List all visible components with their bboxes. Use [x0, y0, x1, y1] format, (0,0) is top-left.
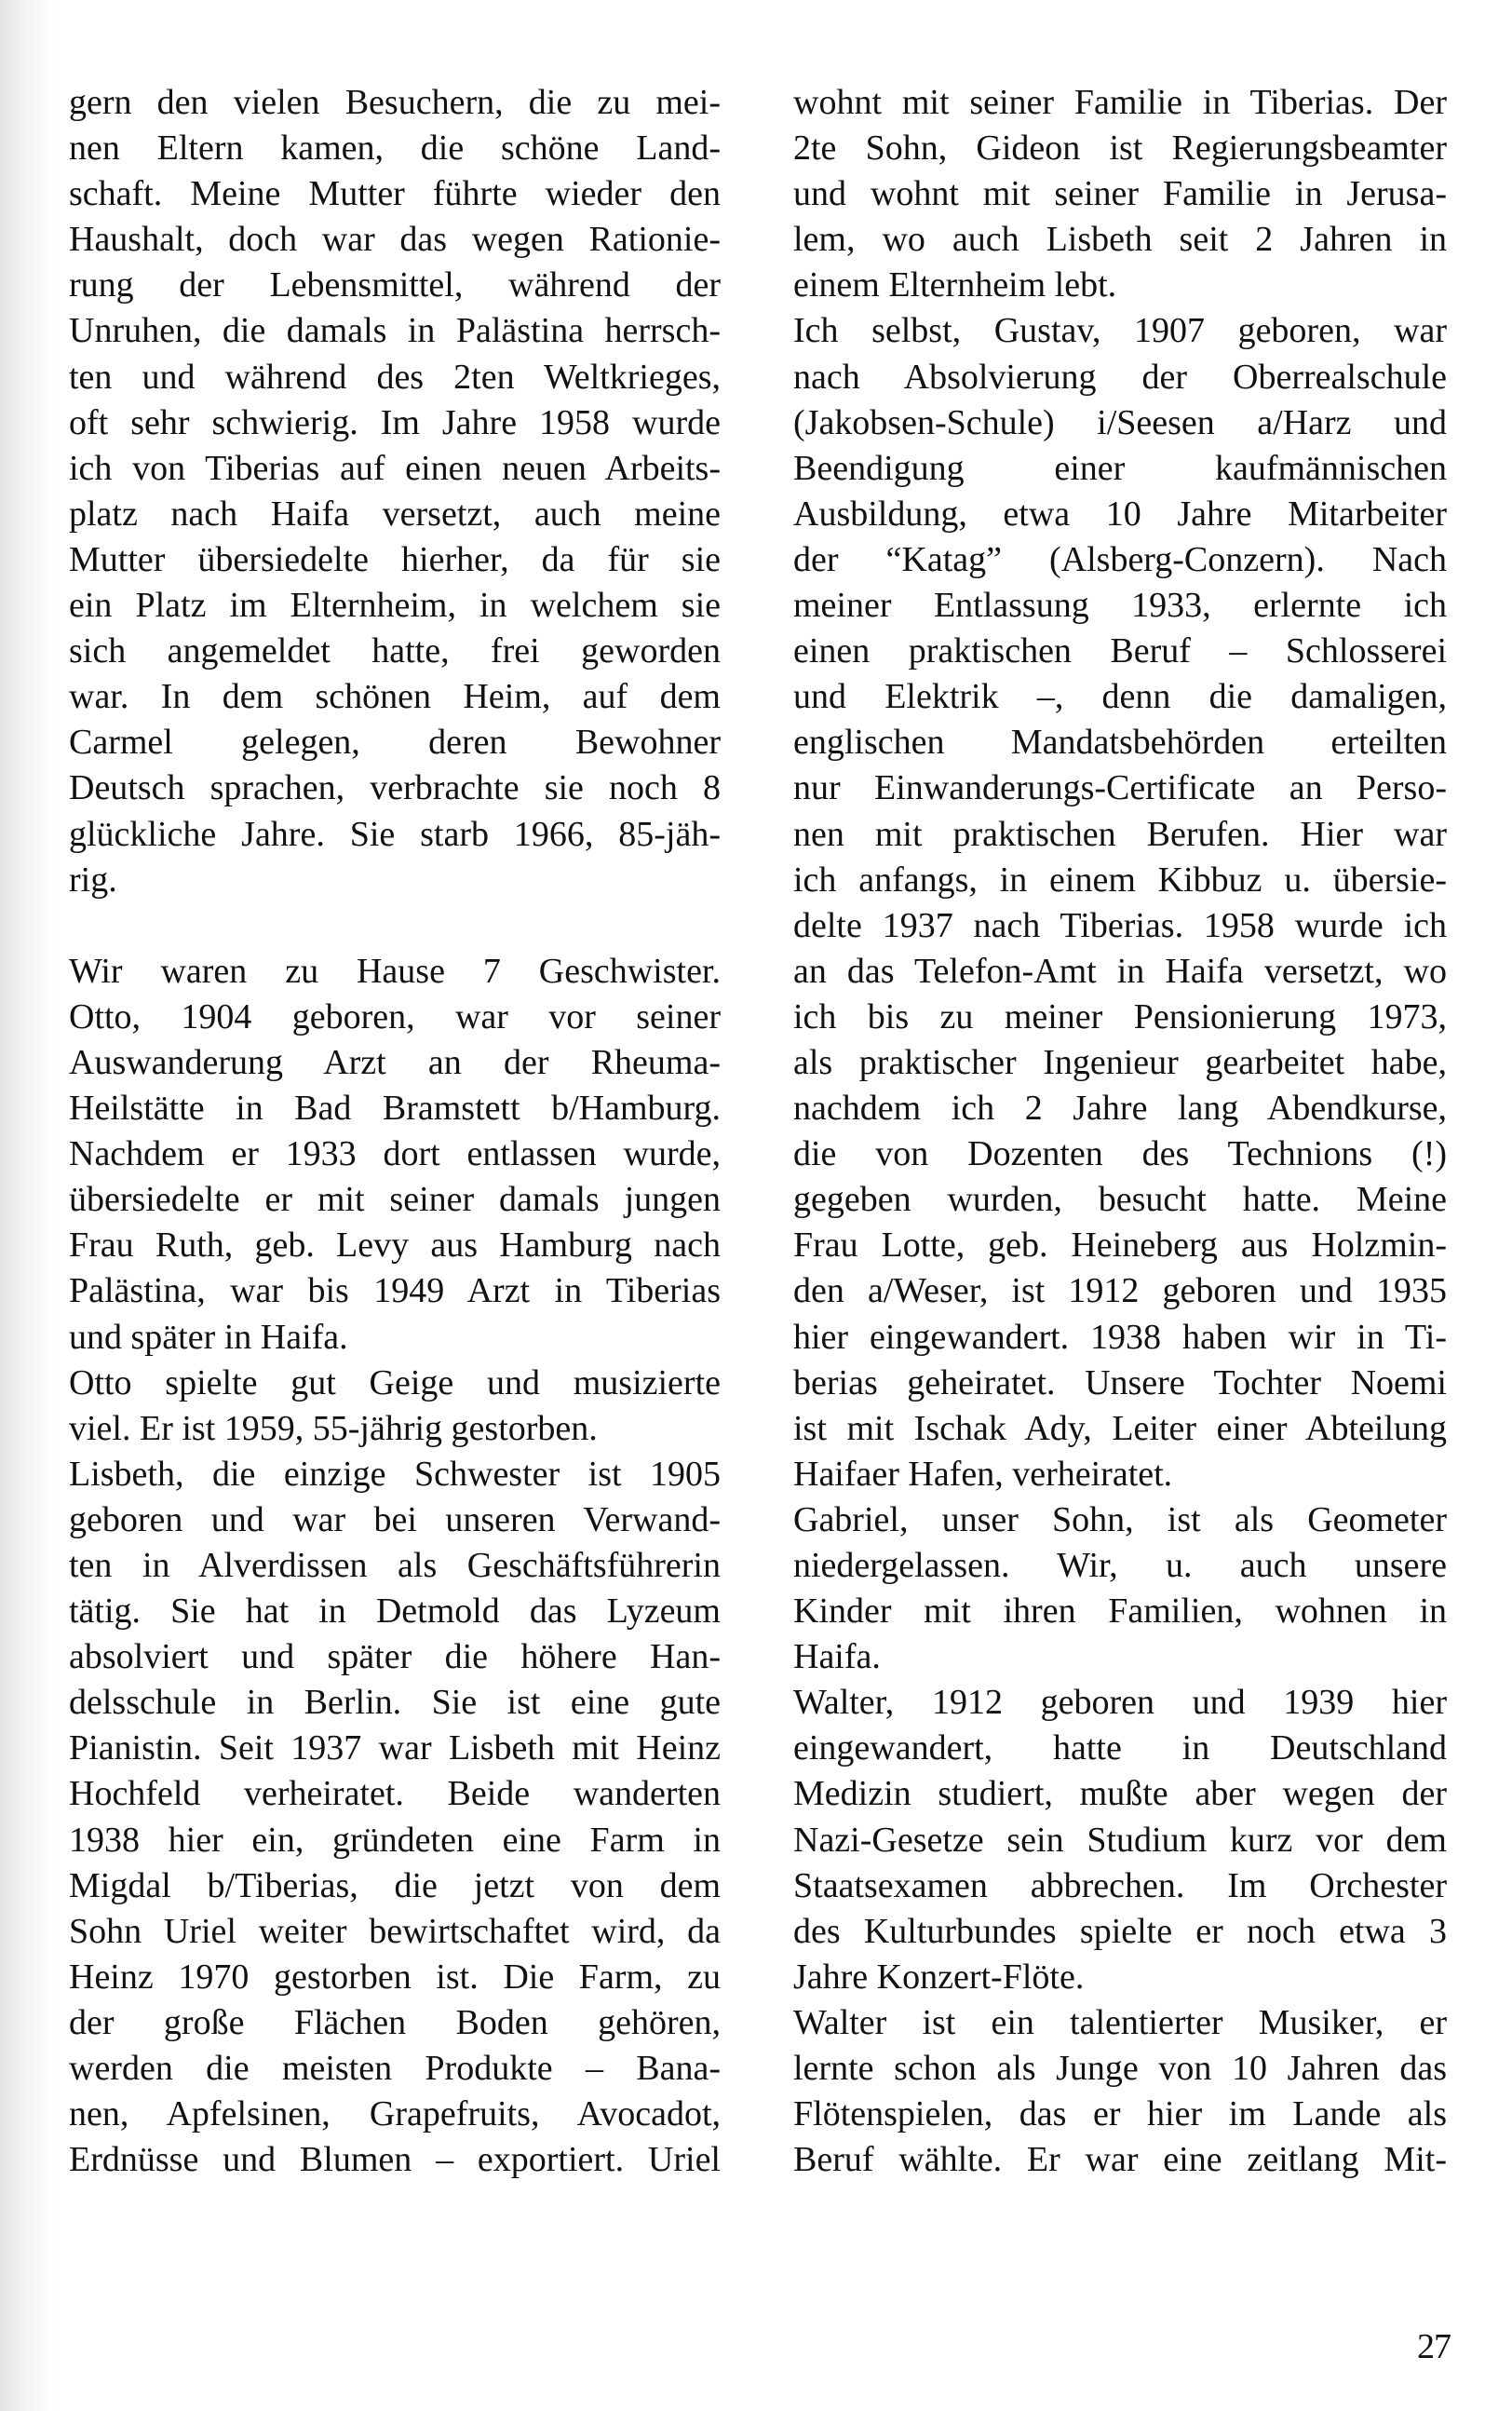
- text-line: Wir waren zu Hause 7 Geschwister.: [69, 951, 721, 991]
- text-line: Ich selbst, Gustav, 1907 geboren, war: [793, 311, 1447, 351]
- text-line: Beruf wählte. Er war eine zeitlang Mit-: [793, 2140, 1447, 2180]
- text-line: an das Telefon-Amt in Haifa versetzt, wo: [793, 951, 1447, 991]
- text-line: englischen Mandatsbehörden erteilten: [793, 723, 1447, 763]
- text-line: niedergelassen. Wir, u. auch unsere: [793, 1546, 1447, 1585]
- text-line: des Kulturbundes spielte er noch etwa 3: [793, 1911, 1447, 1951]
- text-line: Beendigung einer kaufmännischen: [793, 448, 1447, 488]
- text-line: gegeben wurden, besucht hatte. Meine: [793, 1180, 1447, 1220]
- text-line: Deutsch sprachen, verbrachte sie noch 8: [69, 768, 721, 808]
- text-line: absolviert und später die höhere Han-: [69, 1637, 721, 1677]
- text-line: Auswanderung Arzt an der Rheuma-: [69, 1042, 721, 1082]
- text-line: rung der Lebensmittel, während der: [69, 265, 721, 305]
- text-line: Frau Lotte, geb. Heineberg aus Holzmin-: [793, 1226, 1447, 1266]
- text-line: platz nach Haifa versetzt, auch meine: [69, 494, 721, 534]
- text-column-left: [69, 80, 721, 2183]
- text-line: werden die meisten Produkte – Bana-: [69, 2049, 721, 2089]
- text-line: meiner Entlassung 1933, erlernte ich: [793, 586, 1447, 626]
- text-line: und wohnt mit seiner Familie in Jerusa-: [793, 174, 1447, 214]
- text-line: Otto, 1904 geboren, war vor seiner: [69, 996, 721, 1036]
- text-line: den a/Weser, ist 1912 geboren und 1935: [793, 1271, 1447, 1311]
- text-line: geboren und war bei unseren Verwand-: [69, 1499, 721, 1539]
- text-line: delte 1937 nach Tiberias. 1958 wurde ich: [793, 905, 1447, 945]
- text-line: einem Elternheim lebt.: [793, 265, 1117, 305]
- text-line: Nachdem er 1933 dort entlassen wurde,: [69, 1134, 721, 1174]
- text-line: Migdal b/Tiberias, die jetzt von dem: [69, 1865, 721, 1905]
- paragraph-gap: [69, 903, 721, 949]
- text-line: der große Flächen Boden gehören,: [69, 2002, 721, 2042]
- text-line: war. In dem schönen Heim, auf dem: [69, 677, 721, 717]
- text-line: Ausbildung, etwa 10 Jahre Mitarbeiter: [793, 494, 1447, 534]
- text-line: ich von Tiberias auf einen neuen Arbeits-: [69, 448, 721, 488]
- text-line: tätig. Sie hat in Detmold das Lyzeum: [69, 1592, 721, 1632]
- text-line: delsschule in Berlin. Sie ist eine gute: [69, 1683, 721, 1723]
- text-line: Walter, 1912 geboren und 1939 hier: [793, 1683, 1447, 1723]
- text-line: ten in Alverdissen als Geschäftsführerin: [69, 1546, 721, 1585]
- text-line: als praktischer Ingenieur gearbeitet habe,: [793, 1042, 1447, 1082]
- text-line: Medizin studiert, mußte aber wegen der: [793, 1774, 1447, 1814]
- text-line: lernte schon als Junge von 10 Jahren das: [793, 2049, 1447, 2089]
- text-line: Heinz 1970 gestorben ist. Die Farm, zu: [69, 1957, 721, 1997]
- text-line: wohnt mit seiner Familie in Tiberias. Der: [793, 83, 1447, 122]
- text-line: glückliche Jahre. Sie starb 1966, 85-jäh-: [69, 814, 721, 854]
- text-line: Mutter übersiedelte hierher, da für sie: [69, 539, 721, 579]
- text-line: und Elektrik –, denn die damaligen,: [793, 677, 1447, 717]
- text-line: (Jakobsen-Schule) i/Seesen a/Harz und: [793, 402, 1447, 442]
- text-line: lem, wo auch Lisbeth seit 2 Jahren in: [793, 220, 1447, 260]
- text-line: Otto spielte gut Geige und musizierte: [69, 1362, 721, 1402]
- text-line: der “Katag” (Alsberg-Conzern). Nach: [793, 539, 1447, 579]
- text-line: Frau Ruth, geb. Levy aus Hamburg nach: [69, 1226, 721, 1266]
- text-line: Hochfeld verheiratet. Beide wanderten: [69, 1774, 721, 1814]
- text-line: nur Einwanderungs-Certificate an Perso-: [793, 768, 1447, 808]
- text-line: die von Dozenten des Technions (!): [793, 1134, 1447, 1174]
- text-line: Erdnüsse und Blumen – exportiert. Uriel: [69, 2140, 721, 2180]
- text-line: schaft. Meine Mutter führte wieder den: [69, 174, 721, 214]
- text-line: ein Platz im Elternheim, in welchem sie: [69, 586, 721, 626]
- text-line: Haifaer Hafen, verheiratet.: [793, 1454, 1173, 1494]
- text-line: Haifa.: [793, 1637, 881, 1677]
- text-line: viel. Er ist 1959, 55-jährig gestorben.: [69, 1408, 598, 1448]
- text-line: und später in Haifa.: [69, 1317, 348, 1357]
- text-line: Lisbeth, die einzige Schwester ist 1905: [69, 1454, 721, 1494]
- text-line: hier eingewandert. 1938 haben wir in Ti-: [793, 1317, 1447, 1357]
- text-line: Walter ist ein talentierter Musiker, er: [793, 2002, 1447, 2042]
- text-line: Gabriel, unser Sohn, ist als Geometer: [793, 1499, 1447, 1539]
- text-line: Carmel gelegen, deren Bewohner: [69, 723, 721, 763]
- text-line: Unruhen, die damals in Palästina herrsch-: [69, 311, 721, 351]
- scan-edge-shadow: [0, 0, 56, 2411]
- text-line: ich anfangs, in einem Kibbuz u. übersie-: [793, 860, 1447, 900]
- text-column-right: [793, 80, 1447, 2183]
- text-line: Flötenspielen, das er hier im Lande als: [793, 2094, 1447, 2134]
- text-line: nach Absolvierung der Oberrealschule: [793, 357, 1447, 397]
- text-line: oft sehr schwierig. Im Jahre 1958 wurde: [69, 402, 721, 442]
- text-line: Haushalt, doch war das wegen Rationie-: [69, 220, 721, 260]
- text-line: nen, Apfelsinen, Grapefruits, Avocadot,: [69, 2094, 721, 2134]
- text-line: Staatsexamen abbrechen. Im Orchester: [793, 1865, 1447, 1905]
- text-line: Nazi-Gesetze sein Studium kurz vor dem: [793, 1820, 1447, 1860]
- page-number: 27: [1417, 2327, 1451, 2366]
- text-line: nen mit praktischen Berufen. Hier war: [793, 814, 1447, 854]
- text-line: sich angemeldet hatte, frei geworden: [69, 631, 721, 671]
- text-line: gern den vielen Besuchern, die zu mei-: [69, 83, 721, 122]
- text-line: Jahre Konzert-Flöte.: [793, 1957, 1085, 1997]
- text-line: rig.: [69, 860, 117, 900]
- text-line: 2te Sohn, Gideon ist Regierungsbeamter: [793, 129, 1447, 169]
- text-line: Heilstätte in Bad Bramstett b/Hamburg.: [69, 1089, 721, 1129]
- text-line: nen Eltern kamen, die schöne Land-: [69, 129, 721, 169]
- text-line: 1938 hier ein, gründeten eine Farm in: [69, 1820, 721, 1860]
- text-line: nachdem ich 2 Jahre lang Abendkurse,: [793, 1089, 1447, 1129]
- text-line: übersiedelte er mit seiner damals jungen: [69, 1180, 721, 1220]
- text-line: einen praktischen Beruf – Schlosserei: [793, 631, 1447, 671]
- text-line: ten und während des 2ten Weltkrieges,: [69, 357, 721, 397]
- text-line: Sohn Uriel weiter bewirtschaftet wird, da: [69, 1911, 721, 1951]
- text-line: eingewandert, hatte in Deutschland: [793, 1728, 1447, 1768]
- text-line: ist mit Ischak Ady, Leiter einer Abteilung: [793, 1408, 1447, 1448]
- text-line: Pianistin. Seit 1937 war Lisbeth mit Heinz: [69, 1728, 721, 1768]
- text-line: Palästina, war bis 1949 Arzt in Tiberias: [69, 1271, 721, 1311]
- text-line: berias geheiratet. Unsere Tochter Noemi: [793, 1362, 1447, 1402]
- text-line: ich bis zu meiner Pensionierung 1973,: [793, 996, 1447, 1036]
- text-line: Kinder mit ihren Familien, wohnen in: [793, 1592, 1447, 1632]
